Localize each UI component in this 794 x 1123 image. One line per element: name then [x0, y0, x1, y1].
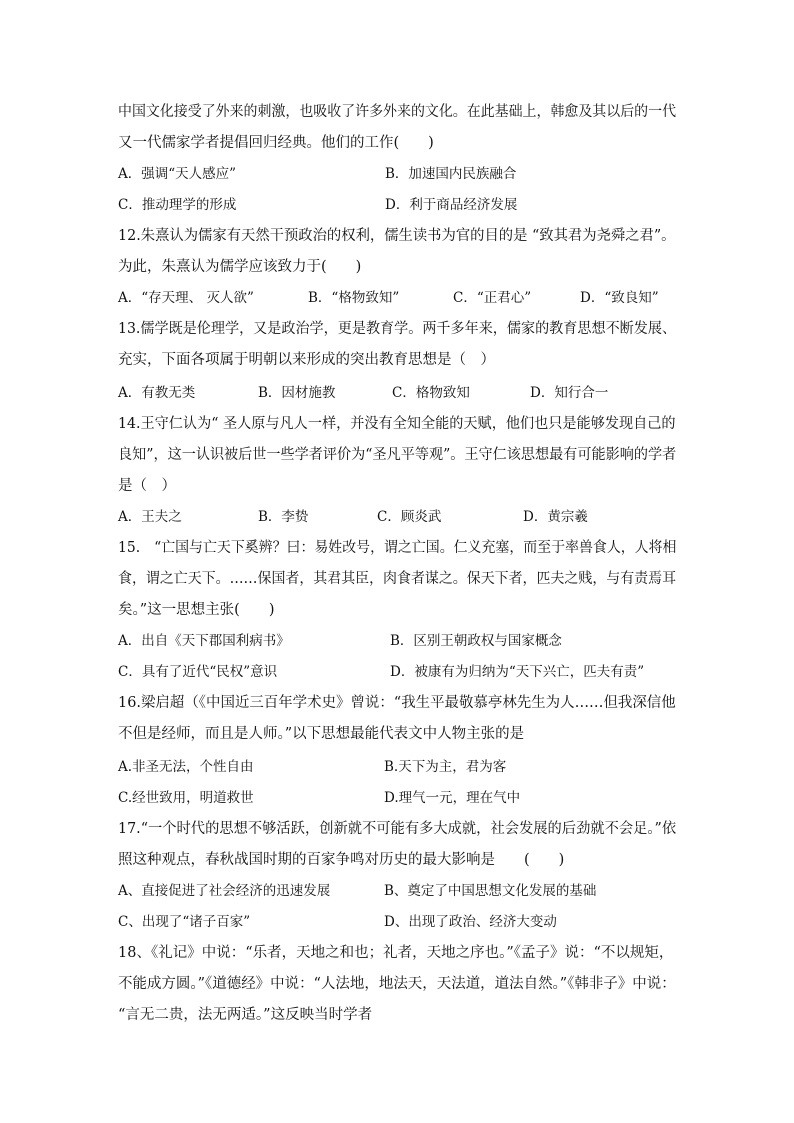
question-17-text: 17.“一个时代的思想不够活跃，创新就不可能有多大成就，社会发展的后劲就不会足。”依 [118, 821, 677, 837]
option-d: D．被康有为归纳为“天下兴亡，匹夫有责” [390, 664, 645, 680]
option-d: D．利于商品经济发展 [385, 197, 518, 213]
option-b: B．因材施教 [258, 385, 336, 401]
text-line: 矣。”这一思想主张( ) [118, 602, 275, 618]
option-a: A．有教无类 [118, 385, 196, 401]
option-d: D．“致良知” [580, 290, 659, 306]
option-d: D.理气一元，理在气中 [384, 790, 521, 806]
option-b: B.天下为主，君为客 [384, 759, 507, 775]
question-15-text: 15. “亡国与亡天下奚辨？曰：易姓改号，谓之亡国。仁义充塞，而至于率兽食人，人将相 [118, 540, 677, 556]
option-d: D．黄宗羲 [523, 509, 588, 525]
question-12-text: 12.朱熹认为儒家有天然干预政治的权利，儒生读书为官的目的是 “致其君为尧舜之君”。 [118, 228, 676, 244]
option-b: B．“格物致知” [308, 290, 400, 306]
option-d: D、出现了政治、经济大变动 [384, 914, 557, 930]
text-line: 中国文化接受了外来的刺激，也吸收了许多外来的文化。在此基础上，韩愈及其以后的一代 [118, 104, 677, 120]
text-line: 是（ ） [118, 478, 176, 494]
option-a: A．“存天理、 灭人欲” [118, 290, 254, 306]
text-line: “言无二贵，法无两适。”这反映当时学者 [118, 1007, 373, 1023]
option-c: C．具有了近代“民权”意识 [118, 664, 278, 680]
option-c: C．顾炎武 [377, 509, 442, 525]
option-b: B．区别王朝政权与国家概念 [390, 633, 562, 649]
option-c: C、出现了“诸子百家” [118, 914, 251, 930]
option-c: C.经世致用，明道救世 [118, 790, 254, 806]
option-a: A、直接促进了社会经济的迅速发展 [118, 883, 331, 899]
text-line: 照这种观点，春秋战国时期的百家争鸣对历史的最大影响是 ( ) [118, 852, 565, 868]
text-line: 为此，朱熹认为儒学应该致力于( ) [118, 259, 362, 275]
option-a: A．强调“天人感应” [118, 166, 237, 182]
text-line: 食，谓之亡天下。……保国者，其君其臣，肉食者谋之。保天下者，匹夫之贱，与有责焉耳 [118, 571, 677, 587]
text-line: 不能成方圆。”《道德经》中说：“人法地，地法天，天法道，道法自然。”《韩非子》中说： [118, 976, 676, 992]
option-a: A．出自《天下郡国利病书》 [118, 633, 290, 649]
question-16-text: 16.梁启超（《中国近三百年学术史》曾说：“我生平最敬慕亭林先生为人……但我深信他 [118, 695, 676, 711]
question-18-text: 18、《礼记》中说：“乐者，天地之和也；礼者，天地之序也。”《孟子》说：“不以规矩， [118, 945, 674, 961]
question-14-text: 14.王守仁认为“ 圣人原与凡人一样，并没有全知全能的天赋，他们也只是能够发现自己的 [118, 416, 676, 432]
option-b: B、奠定了中国思想文化发展的基础 [384, 883, 597, 899]
option-c: C．格物致知 [392, 385, 470, 401]
option-a: A．王夫之 [118, 509, 182, 525]
text-line: 良知”，这一认识被后世一些学者评价为“圣凡平等观”。王守仁该思想最有可能影响的学者 [118, 447, 677, 463]
question-13-text: 13.儒学既是伦理学，又是政治学，更是教育学。两千多年来，儒家的教育思想不断发展、 [118, 321, 677, 337]
option-a: A.非圣无法，个性自由 [118, 759, 254, 775]
text-line: 又一代儒家学者提倡回归经典。他们的工作( ) [118, 135, 434, 151]
option-b: B．加速国内民族融合 [385, 166, 517, 182]
text-line: 不但是经师，而且是人师。”以下思想最能代表文中人物主张的是 [118, 726, 525, 742]
option-c: C．推动理学的形成 [118, 197, 237, 213]
option-b: B．李贽 [258, 509, 309, 525]
option-d: D．知行合一 [530, 385, 609, 401]
option-c: C．“正君心” [453, 290, 532, 306]
text-line: 充实，下面各项属于明朝以来形成的突出教育思想是（ ） [118, 352, 495, 368]
